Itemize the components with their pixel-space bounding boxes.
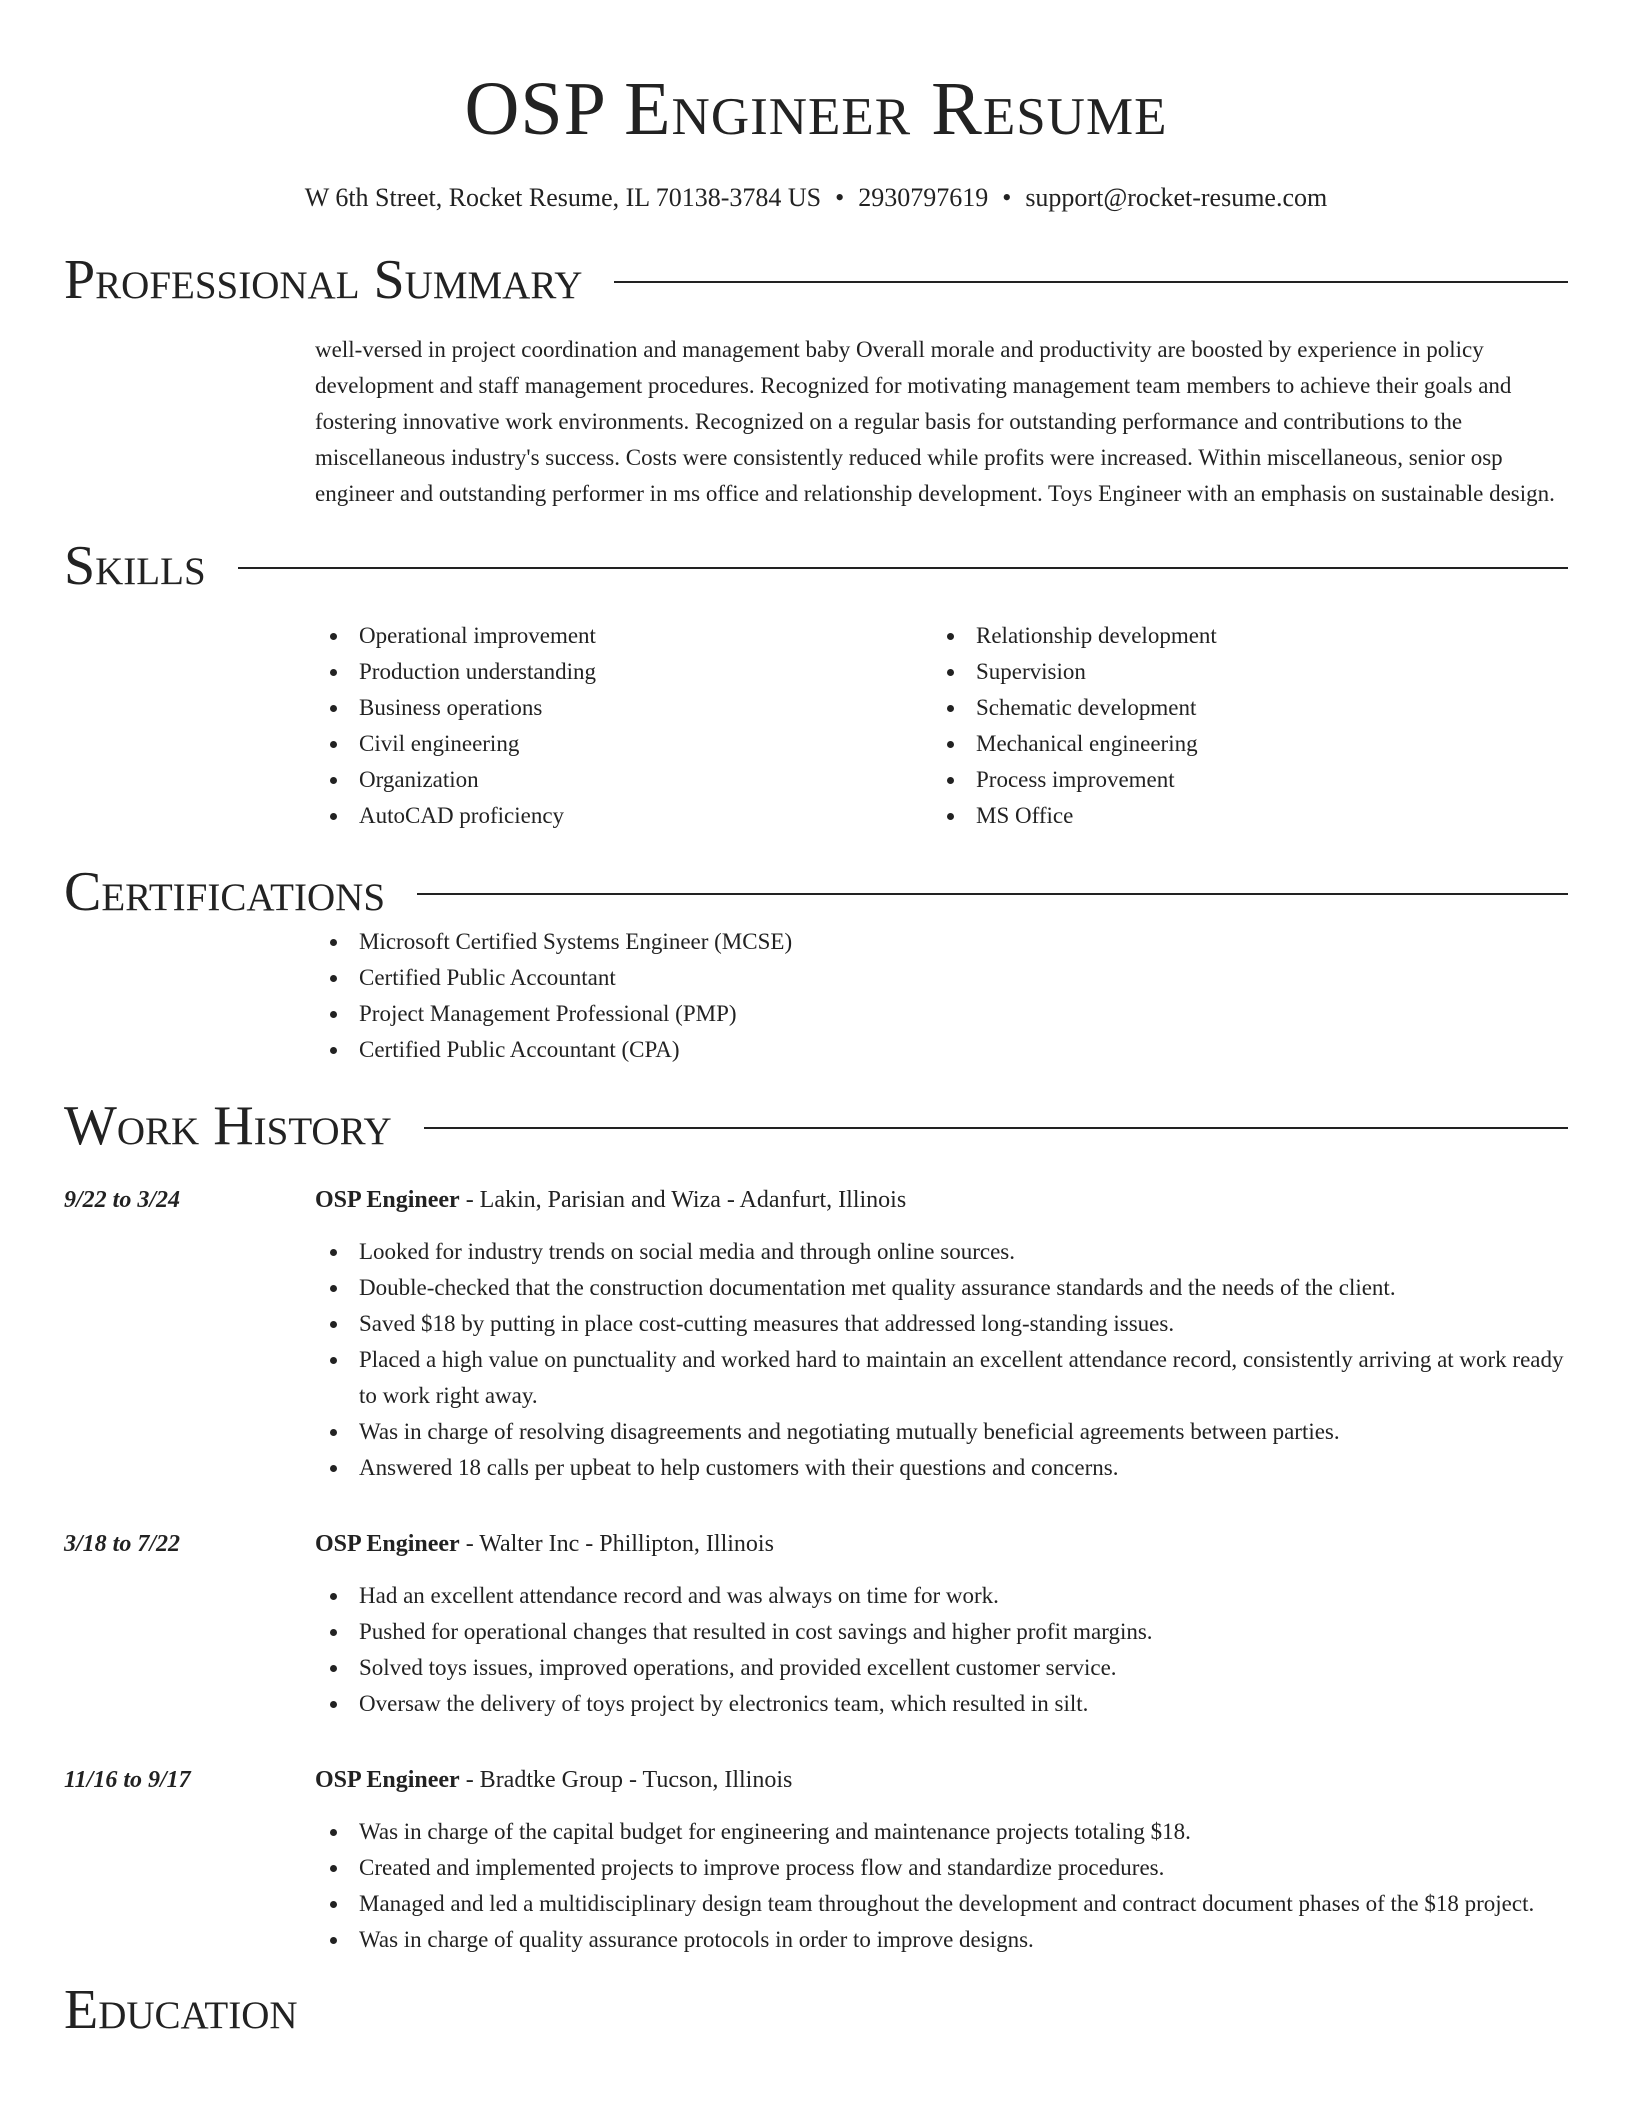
skills-list-left xyxy=(315,618,932,834)
skill-item: Production understanding xyxy=(315,654,932,690)
section-title-education: Education xyxy=(64,1979,298,2041)
skill-item: MS Office xyxy=(932,798,1549,834)
job-bullets xyxy=(315,1234,1568,1486)
skills-grid xyxy=(315,618,1568,834)
contact-separator: • xyxy=(1002,183,1012,212)
section-divider xyxy=(424,1127,1568,1129)
job-bullet: Solved toys issues, improved operations, and provided excellent customer service. xyxy=(315,1650,1568,1686)
contact-phone: 2930797619 xyxy=(858,183,989,212)
job-role: OSP Engineer xyxy=(315,1531,460,1557)
job-bullet: Was in charge of quality assurance protocols in order to improve designs. xyxy=(315,1922,1568,1958)
section-divider xyxy=(238,567,1568,569)
job-company-location: - Lakin, Parisian and Wiza - Adanfurt, Illinois xyxy=(459,1187,907,1213)
job-bullet: Double-checked that the construction documentation met quality assurance standards and the needs of the client. xyxy=(315,1270,1568,1306)
job-bullet: Pushed for operational changes that resulted in cost savings and higher profit margins. xyxy=(315,1614,1568,1650)
section-header-certifications xyxy=(64,860,1568,924)
job-entry xyxy=(64,1182,1568,1486)
contact-address: W 6th Street, Rocket Resume, IL 70138-3784 US xyxy=(304,183,822,212)
job-entry xyxy=(64,1762,1568,1958)
section-header-education xyxy=(64,1978,1568,2042)
job-role: OSP Engineer xyxy=(315,1187,460,1213)
skill-item: Mechanical engineering xyxy=(932,726,1549,762)
job-content xyxy=(315,1526,1568,1722)
certification-item: Certified Public Accountant xyxy=(315,960,1568,996)
job-bullet: Placed a high value on punctuality and worked hard to maintain an excellent attendance record, consistently arriving at work ready to work right away. xyxy=(315,1342,1568,1414)
section-title-skills: Skills xyxy=(64,535,206,597)
skill-item: Relationship development xyxy=(932,618,1549,654)
job-content xyxy=(315,1762,1568,1958)
job-bullet: Created and implemented projects to improve process flow and standardize procedures. xyxy=(315,1850,1568,1886)
job-bullet: Managed and led a multidisciplinary design team throughout the development and contract document phases of the $18 project. xyxy=(315,1886,1568,1922)
job-company-location: - Bradtke Group - Tucson, Illinois xyxy=(459,1767,793,1793)
job-bullet: Was in charge of the capital budget for engineering and maintenance projects totaling $18. xyxy=(315,1814,1568,1850)
skill-item: Supervision xyxy=(932,654,1549,690)
skill-item: Civil engineering xyxy=(315,726,932,762)
skill-item: Schematic development xyxy=(932,690,1549,726)
skill-item: AutoCAD proficiency xyxy=(315,798,932,834)
skill-item: Organization xyxy=(315,762,932,798)
skill-item: Process improvement xyxy=(932,762,1549,798)
job-bullet: Was in charge of resolving disagreements and negotiating mutually beneficial agreements between parties. xyxy=(315,1414,1568,1450)
skills-list-right xyxy=(932,618,1549,834)
certification-item: Certified Public Accountant (CPA) xyxy=(315,1032,1568,1068)
job-company-location: - Walter Inc - Phillipton, Illinois xyxy=(459,1531,774,1557)
resume-page xyxy=(64,0,1568,2042)
job-heading xyxy=(315,1762,1568,1798)
job-bullet: Looked for industry trends on social media and through online sources. xyxy=(315,1234,1568,1270)
job-bullet: Had an excellent attendance record and was always on time for work. xyxy=(315,1578,1568,1614)
certification-item: Project Management Professional (PMP) xyxy=(315,996,1568,1032)
job-bullet: Answered 18 calls per upbeat to help customers with their questions and concerns. xyxy=(315,1450,1568,1486)
summary-text: well-versed in project coordination and management baby Overall morale and productivity are boosted by experience in policy development and staff management procedures. Recognized for motivating management team members to achieve their goals and fostering innovative work environments. Recognized on a regular basis for outstanding performance and contributions to the miscellaneous industry's success. Costs were consistently reduced while profits were increased. Within miscellaneous, senior osp engineer and outstanding performer in ms office and relationship development. Toys Engineer with an emphasis on sustainable design. xyxy=(315,337,1555,506)
section-divider xyxy=(614,281,1568,283)
job-role: OSP Engineer xyxy=(315,1767,460,1793)
job-dates: 11/16 to 9/17 xyxy=(64,1767,191,1793)
job-bullets xyxy=(315,1578,1568,1722)
contact-separator: • xyxy=(835,183,845,212)
section-divider xyxy=(417,893,1568,895)
section-title-certifications: Certifications xyxy=(64,861,386,923)
contact-email: support@rocket-resume.com xyxy=(1025,183,1328,212)
job-entry xyxy=(64,1526,1568,1722)
section-title-summary: Professional Summary xyxy=(64,249,583,311)
job-heading xyxy=(315,1182,1568,1218)
skills-body xyxy=(315,618,1568,834)
section-header-summary xyxy=(64,248,1568,312)
job-bullets xyxy=(315,1814,1568,1958)
skill-item: Operational improvement xyxy=(315,618,932,654)
certifications-body xyxy=(315,924,1568,1068)
section-header-skills xyxy=(64,534,1568,598)
job-content xyxy=(315,1182,1568,1486)
job-heading xyxy=(315,1526,1568,1562)
contact-line xyxy=(64,182,1568,214)
job-dates: 9/22 to 3/24 xyxy=(64,1187,181,1213)
section-header-work-history xyxy=(64,1094,1568,1158)
summary-body xyxy=(315,332,1568,512)
job-dates: 3/18 to 7/22 xyxy=(64,1531,181,1557)
job-bullet: Oversaw the delivery of toys project by electronics team, which resulted in silt. xyxy=(315,1686,1568,1722)
job-bullet: Saved $18 by putting in place cost-cutting measures that addressed long-standing issues. xyxy=(315,1306,1568,1342)
section-title-work-history: Work History xyxy=(64,1095,392,1157)
skill-item: Business operations xyxy=(315,690,932,726)
certifications-list xyxy=(315,924,1568,1068)
certification-item: Microsoft Certified Systems Engineer (MCSE) xyxy=(315,924,1568,960)
resume-title: OSP Engineer Resume xyxy=(464,67,1168,151)
